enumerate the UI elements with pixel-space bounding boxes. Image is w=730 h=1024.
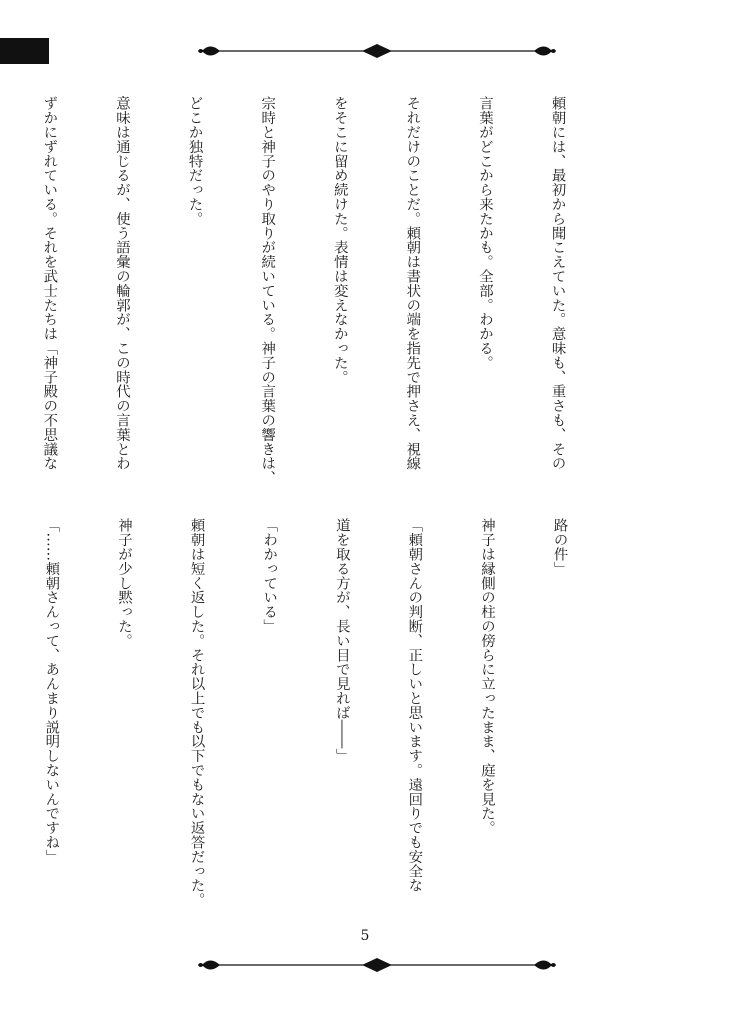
text-line: 意味は通じるが、使う語彙の輪郭が、この時代の言葉とわ	[113, 96, 130, 471]
page-number: 5	[360, 928, 370, 944]
text-line: 頼朝には、最初から聞こえていた。意味も、重さも、その	[549, 96, 566, 471]
text-line: ずかにずれている。それを武士たちは「神子殿の不思議な	[41, 96, 58, 471]
text-line: どこか独特だった。	[186, 96, 203, 226]
text-line: 路の件」	[551, 518, 568, 576]
text-line: 言葉がどこから来たかも。全部。わかる。	[476, 96, 493, 370]
page-tab-marker	[0, 38, 49, 64]
lower-text-block	[43, 518, 620, 918]
text-line: 道を取る方が、長い目で見れば――」	[333, 518, 350, 763]
text-line: 「……頼朝さんって、あんまり説明しないんですね」	[43, 518, 60, 864]
text-line: をそこに留め続けた。表情は変えなかった。	[331, 96, 348, 384]
bottom-ornament	[196, 950, 558, 980]
text-line: 「頼朝さんの判断、正しいと思います。遠回りでも安全な	[406, 518, 423, 893]
upper-text-block	[41, 96, 618, 500]
text-line: それだけのことだ。頼朝は書状の端を指先で押さえ、視線	[404, 96, 421, 471]
top-ornament	[196, 36, 558, 66]
text-line: 神子は縁側の柱の傍らに立ったまま、庭を見た。	[478, 518, 495, 835]
text-line: 宗時と神子のやり取りが続いている。神子の言葉の響きは、	[259, 96, 276, 485]
text-line: 神子が少し黙った。	[115, 518, 132, 648]
text-line: 頼朝は短く返した。それ以上でも以下でもない返答だった。	[188, 518, 205, 907]
text-line: 「わかっている」	[261, 518, 278, 634]
